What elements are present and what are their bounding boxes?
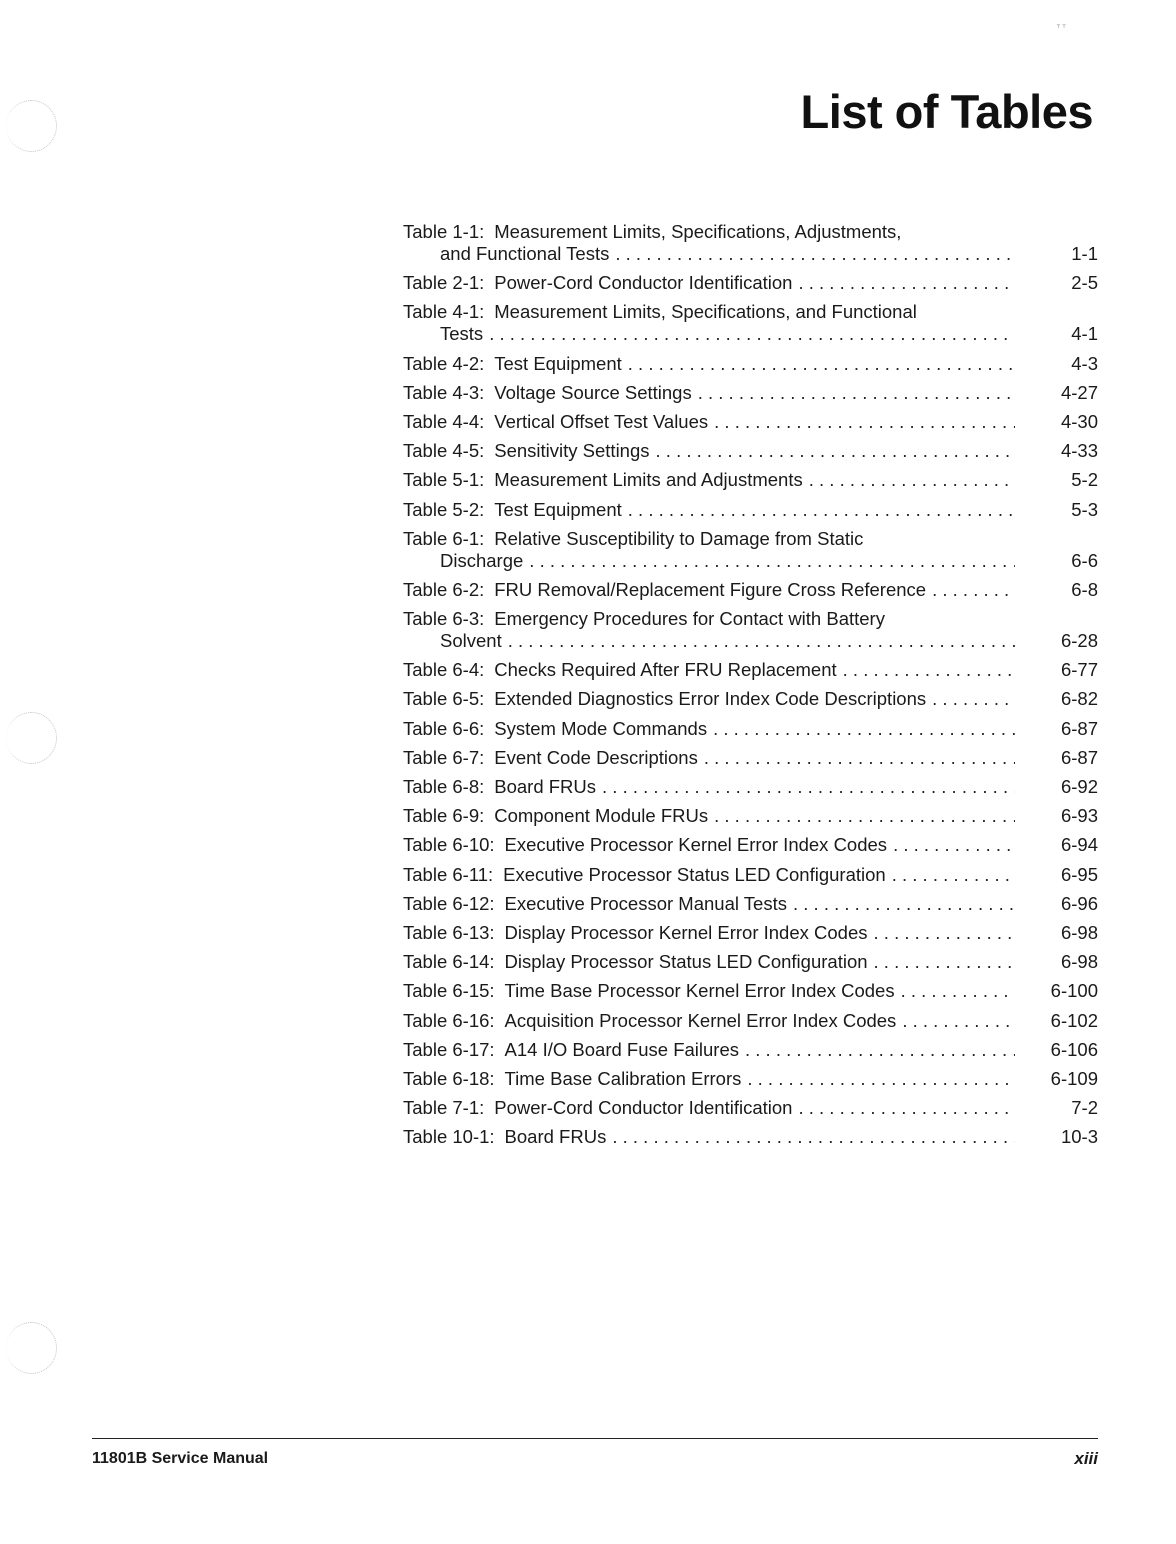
toc-entry-label: Table 6-12: bbox=[403, 892, 495, 914]
toc-entry bbox=[403, 469, 1098, 491]
toc-entry-page: 6-109 bbox=[1050, 1067, 1098, 1089]
toc-entry-title: Power-Cord Conductor Identification bbox=[494, 272, 793, 294]
toc-entry-page: 4-3 bbox=[1071, 352, 1098, 374]
toc-entry-text bbox=[403, 718, 713, 740]
dot-leader bbox=[698, 382, 1015, 404]
toc-entry bbox=[403, 499, 1098, 521]
toc-entry-title: System Mode Commands bbox=[494, 717, 708, 739]
toc-entry-text bbox=[403, 382, 698, 404]
toc-entry-label: Table 6-11: bbox=[403, 863, 494, 885]
toc-entry bbox=[403, 353, 1098, 375]
toc-entry-title: Emergency Procedures for Contact with Battery bbox=[494, 608, 885, 630]
dot-leader bbox=[489, 323, 1015, 345]
toc-entry-page: 2-5 bbox=[1071, 272, 1098, 294]
toc-entry-label: Table 7-1: bbox=[403, 1097, 485, 1119]
dot-leader bbox=[932, 579, 1015, 601]
footer-rule bbox=[92, 1438, 1098, 1439]
toc-entry-label: Table 6-2: bbox=[403, 578, 485, 600]
manual-title: 11801B Service Manual bbox=[92, 1450, 269, 1467]
toc-entry-label: Table 6-16: bbox=[403, 1009, 495, 1031]
dot-leader bbox=[704, 747, 1015, 769]
toc-entry-page: 6-8 bbox=[1071, 578, 1098, 600]
toc-entry-label: Table 6-7: bbox=[403, 746, 485, 768]
toc-entry bbox=[403, 922, 1098, 944]
toc-entry-title: Executive Processor Manual Tests bbox=[504, 892, 787, 914]
toc-entry-label: Table 4-4: bbox=[403, 410, 485, 432]
dot-leader bbox=[713, 718, 1015, 740]
dot-leader bbox=[902, 1010, 1015, 1032]
toc-entry-label: Table 5-2: bbox=[403, 498, 485, 520]
toc-entry bbox=[403, 834, 1098, 856]
corner-mark: ᐪᐪ bbox=[1056, 22, 1068, 36]
toc-entry-label: Table 6-8: bbox=[403, 776, 485, 797]
toc-entry-page: 10-3 bbox=[1060, 1126, 1098, 1148]
toc-entry bbox=[403, 1039, 1098, 1061]
dot-leader bbox=[798, 1097, 1015, 1119]
toc-entry-page: 6-98 bbox=[1060, 921, 1098, 943]
toc-entry-label: Table 6-10: bbox=[403, 834, 495, 856]
page-number: xiii bbox=[1074, 1449, 1098, 1468]
toc-entry-title: Power-Cord Conductor Identification bbox=[494, 1097, 793, 1119]
toc-entry-title: Board FRUs bbox=[504, 1126, 607, 1148]
dot-leader bbox=[874, 951, 1015, 973]
toc-entry bbox=[403, 579, 1098, 601]
dot-leader bbox=[656, 440, 1015, 462]
toc-entry-page: 4-30 bbox=[1060, 410, 1098, 432]
toc-entry bbox=[403, 382, 1098, 404]
toc-entry-text bbox=[403, 980, 901, 1002]
dot-leader bbox=[798, 272, 1015, 294]
toc-entry-page: 6-94 bbox=[1060, 834, 1098, 856]
toc-entry-page: 4-1 bbox=[1071, 323, 1098, 345]
toc-entry bbox=[403, 893, 1098, 915]
toc-entry-title: Time Base Calibration Errors bbox=[504, 1067, 742, 1089]
toc-entry-page: 7-2 bbox=[1071, 1097, 1098, 1119]
toc-entry bbox=[403, 1068, 1098, 1090]
dot-leader bbox=[901, 980, 1015, 1002]
toc-entry-text bbox=[403, 1010, 902, 1032]
toc-entry-text bbox=[403, 776, 602, 798]
toc-entry-page: 6-87 bbox=[1060, 746, 1098, 768]
toc-entry-page: 5-2 bbox=[1071, 469, 1098, 491]
toc-entry-page: 6-93 bbox=[1060, 805, 1098, 827]
toc-entry-page: 6-106 bbox=[1050, 1038, 1098, 1060]
toc-entry-label: Table 6-18: bbox=[403, 1067, 495, 1089]
dot-leader bbox=[893, 834, 1015, 856]
toc-entry-text bbox=[403, 469, 809, 491]
toc-entry-text bbox=[403, 411, 714, 433]
toc-entry-page: 6-82 bbox=[1060, 688, 1098, 710]
toc-entry bbox=[403, 411, 1098, 433]
dot-leader bbox=[874, 922, 1015, 944]
toc-entry-title: Executive Processor Status LED Configuration bbox=[503, 863, 886, 885]
toc-entry-title: Time Base Processor Kernel Error Index Codes bbox=[504, 980, 895, 1002]
punch-hole-bottom bbox=[6, 1322, 57, 1374]
toc-entry-text bbox=[403, 353, 628, 375]
toc-entry-title: Checks Required After FRU Replacement bbox=[494, 659, 837, 681]
toc-entry-title: Board FRUs bbox=[494, 776, 597, 797]
toc-entry-text bbox=[403, 659, 843, 681]
toc-entry-title: Extended Diagnostics Error Index Code Descriptions bbox=[494, 688, 927, 710]
toc-entry-text bbox=[403, 864, 892, 886]
dot-leader bbox=[628, 499, 1015, 521]
dot-leader bbox=[793, 893, 1015, 915]
toc-entry bbox=[403, 718, 1098, 740]
toc-entry bbox=[403, 528, 1098, 572]
toc-entry-page: 6-96 bbox=[1060, 892, 1098, 914]
toc-entry-title: Voltage Source Settings bbox=[494, 381, 692, 403]
toc-entry-page: 6-100 bbox=[1050, 980, 1098, 1002]
toc-entry-label: Table 6-1: bbox=[403, 527, 485, 549]
toc-entry-page: 5-3 bbox=[1071, 498, 1098, 520]
toc-entry-text bbox=[403, 1097, 798, 1119]
toc-entry-label: Table 6-5: bbox=[403, 688, 485, 710]
dot-leader bbox=[892, 864, 1015, 886]
dot-leader bbox=[714, 411, 1015, 433]
toc-entry-text bbox=[403, 834, 893, 856]
toc-entry-title: Measurement Limits, Specifications, Adjustments, bbox=[494, 221, 902, 242]
dot-leader bbox=[508, 630, 1015, 652]
toc-entry-title: Acquisition Processor Kernel Error Index Codes bbox=[504, 1009, 897, 1031]
toc-entry-text bbox=[403, 579, 932, 601]
toc-entry-text bbox=[403, 1126, 612, 1148]
toc-entry-label: Table 6-9: bbox=[403, 805, 485, 827]
toc-entry-title: Display Processor Kernel Error Index Codes bbox=[504, 921, 868, 943]
toc-entry-title: Vertical Offset Test Values bbox=[494, 410, 709, 432]
toc-entry bbox=[403, 440, 1098, 462]
toc-entry bbox=[403, 608, 1098, 652]
toc-entry-page: 6-102 bbox=[1050, 1009, 1098, 1031]
toc-entry-label: Table 6-17: bbox=[403, 1038, 495, 1060]
toc-entry-page: 6-98 bbox=[1060, 951, 1098, 973]
toc-entry bbox=[403, 1097, 1098, 1119]
toc-entry-label: Table 6-3: bbox=[403, 608, 485, 630]
toc-entry bbox=[403, 301, 1098, 345]
toc-entry-text bbox=[403, 922, 874, 944]
toc-entry-title: Test Equipment bbox=[494, 498, 622, 520]
dot-leader bbox=[932, 688, 1015, 710]
toc-entry-label: Table 2-1: bbox=[403, 272, 485, 294]
toc-entry-page: 6-92 bbox=[1060, 776, 1098, 797]
toc-entry-label: Table 4-1: bbox=[403, 301, 485, 323]
toc-entry bbox=[403, 951, 1098, 973]
toc-entry-label: Table 6-15: bbox=[403, 980, 495, 1002]
toc-entry-text bbox=[403, 1039, 745, 1061]
dot-leader bbox=[745, 1039, 1015, 1061]
toc-entry-page: 6-87 bbox=[1060, 717, 1098, 739]
toc-entry-title: FRU Removal/Replacement Figure Cross Reference bbox=[494, 578, 927, 600]
toc-entry-title: Executive Processor Kernel Error Index Codes bbox=[504, 834, 888, 856]
toc-entry-title: Sensitivity Settings bbox=[494, 440, 650, 462]
toc-entry-label: Table 4-3: bbox=[403, 381, 485, 403]
toc-entry bbox=[403, 1126, 1098, 1148]
toc-entry-label: Table 6-13: bbox=[403, 921, 495, 943]
toc-entry-label: Table 6-14: bbox=[403, 951, 495, 973]
page-title: List of Tables bbox=[800, 85, 1093, 138]
toc-entry bbox=[403, 805, 1098, 827]
toc-entry-text bbox=[403, 893, 793, 915]
toc-entry-text bbox=[403, 747, 704, 769]
toc-entry bbox=[403, 688, 1098, 710]
toc-entry-page: 6-77 bbox=[1060, 659, 1098, 681]
toc-entry-title: Display Processor Status LED Configuration bbox=[504, 951, 868, 973]
dot-leader bbox=[529, 550, 1015, 572]
toc-entry bbox=[403, 864, 1098, 886]
toc-entry-text bbox=[403, 951, 874, 973]
punch-hole-top bbox=[6, 100, 57, 152]
toc-entry-text bbox=[403, 805, 714, 827]
toc-entry-title: Component Module FRUs bbox=[494, 805, 709, 827]
toc-entry-label: Table 6-4: bbox=[403, 659, 485, 681]
toc-entry-page: 6-6 bbox=[1071, 549, 1098, 571]
toc-entry-title: Test Equipment bbox=[494, 352, 622, 374]
dot-leader bbox=[747, 1068, 1015, 1090]
toc-entry-page: 6-95 bbox=[1060, 863, 1098, 885]
toc-entry bbox=[403, 776, 1098, 798]
toc-entry-label: Table 5-1: bbox=[403, 469, 485, 491]
punch-hole-middle bbox=[6, 712, 57, 764]
dot-leader bbox=[615, 243, 1015, 265]
toc-entry-label: Table 1-1: bbox=[403, 221, 485, 242]
toc-entry-title-continued: and Functional Tests bbox=[440, 243, 610, 264]
toc-entry bbox=[403, 659, 1098, 681]
dot-leader bbox=[612, 1126, 1015, 1148]
toc-entry-title-continued: Tests bbox=[440, 323, 484, 345]
toc-entry-page: 1-1 bbox=[1071, 243, 1098, 264]
toc-entry-title: A14 I/O Board Fuse Failures bbox=[504, 1038, 739, 1060]
toc-entry-page: 6-28 bbox=[1060, 630, 1098, 652]
table-of-contents bbox=[403, 221, 1098, 1155]
toc-entry-title-continued: Discharge bbox=[440, 549, 524, 571]
dot-leader bbox=[809, 469, 1015, 491]
toc-entry-title: Relative Susceptibility to Damage from Static bbox=[494, 527, 864, 549]
toc-entry-title-continued: Solvent bbox=[440, 630, 502, 652]
toc-entry-text bbox=[403, 1068, 747, 1090]
toc-entry-label: Table 10-1: bbox=[403, 1126, 495, 1148]
toc-entry-text bbox=[403, 499, 628, 521]
toc-entry-text bbox=[403, 688, 932, 710]
toc-entry bbox=[403, 747, 1098, 769]
toc-entry-page: 4-27 bbox=[1060, 381, 1098, 403]
dot-leader bbox=[714, 805, 1015, 827]
toc-entry-label: Table 6-6: bbox=[403, 717, 485, 739]
toc-entry-title: Event Code Descriptions bbox=[494, 746, 698, 768]
toc-entry-text bbox=[403, 272, 798, 294]
toc-entry-title: Measurement Limits and Adjustments bbox=[494, 469, 803, 491]
toc-entry-title: Measurement Limits, Specifications, and Functional bbox=[494, 301, 917, 323]
toc-entry-label: Table 4-2: bbox=[403, 352, 485, 374]
toc-entry-text bbox=[403, 440, 656, 462]
dot-leader bbox=[602, 776, 1015, 798]
toc-entry-label: Table 4-5: bbox=[403, 440, 485, 462]
toc-entry bbox=[403, 221, 1098, 265]
dot-leader bbox=[843, 659, 1015, 681]
toc-entry bbox=[403, 980, 1098, 1002]
dot-leader bbox=[628, 353, 1015, 375]
toc-entry bbox=[403, 1010, 1098, 1032]
toc-entry-page: 4-33 bbox=[1060, 440, 1098, 462]
toc-entry bbox=[403, 272, 1098, 294]
